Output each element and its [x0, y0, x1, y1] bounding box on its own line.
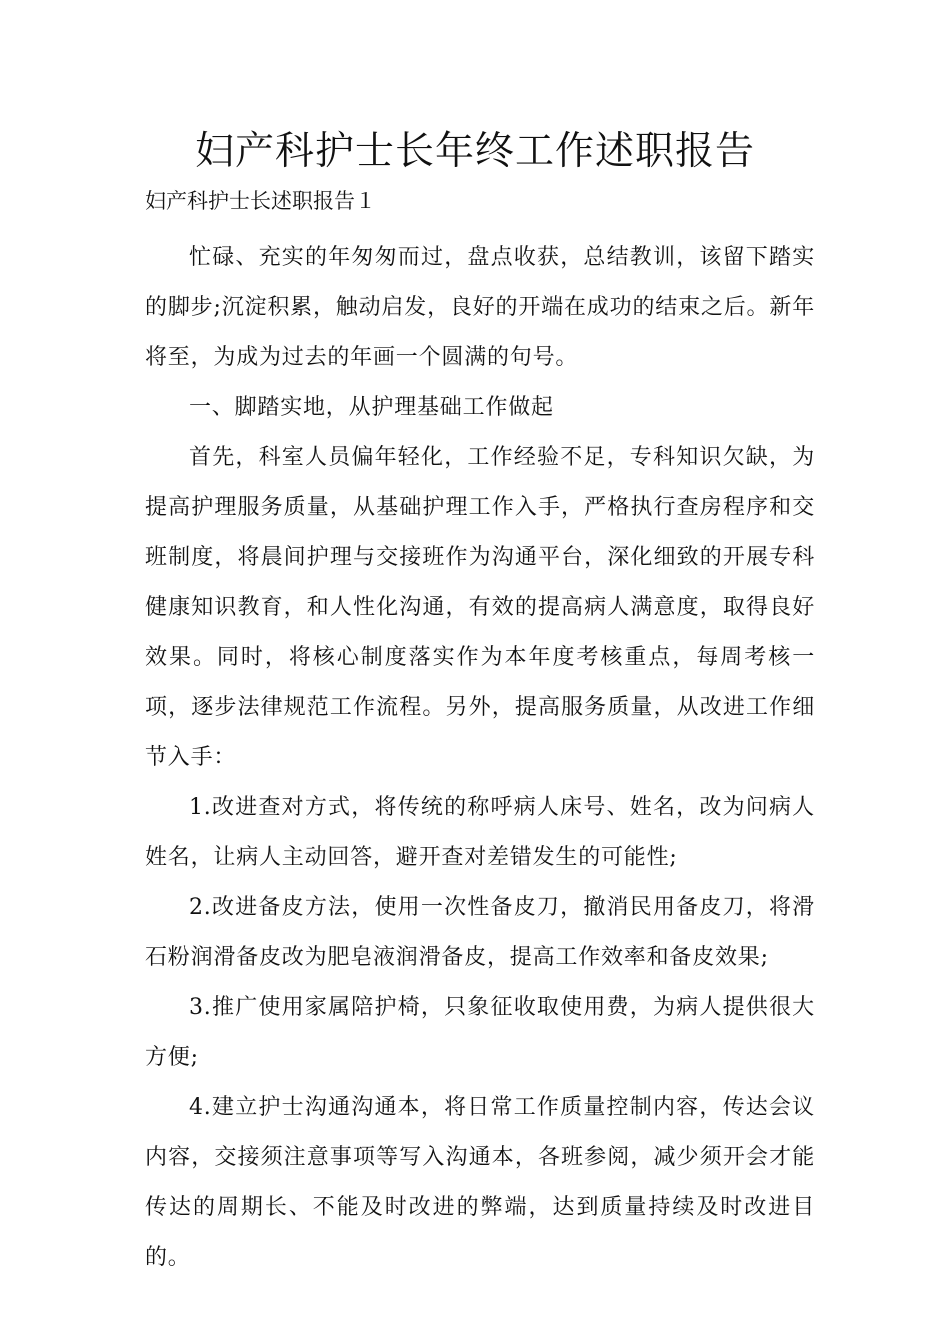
- section-heading: 一、脚踏实地，从护理基础工作做起: [189, 395, 554, 420]
- document-body: [145, 233, 815, 1283]
- list-item: 4.建立护士沟通沟通本，将日常工作质量控制内容，传达会议内容，交接须注意事项等写入沟通本，各班参阅，减少须开会才能传达的周期长、不能及时改进的弊端，达到质量持续及时改进目的。: [145, 1095, 815, 1270]
- list-item: 2.改进备皮方法，使用一次性备皮刀，撤消民用备皮刀，将滑石粉润滑备皮改为肥皂液润滑备皮，提高工作效率和备皮效果;: [145, 895, 815, 970]
- document-title: 妇产科护士长年终工作述职报告: [194, 129, 755, 174]
- paragraph-intro: 忙碌、充实的年匆匆而过，盘点收获，总结教训，该留下踏实的脚步;沉淀积累，触动启发，良好的开端在成功的结束之后。新年将至，为成为过去的年画一个圆满的句号。: [145, 245, 815, 370]
- list-item: 3.推广使用家属陪护椅，只象征收取使用费，为病人提供很大方便;: [145, 995, 815, 1070]
- paragraph-basics: 首先，科室人员偏年轻化，工作经验不足，专科知识欠缺，为提高护理服务质量，从基础护理工作入手，严格执行查房程序和交班制度，将晨间护理与交接班作为沟通平台，深化细致的开展专科健康知识教育，和人性化沟通，有效的提高病人满意度，取得良好效果。同时，将核心制度落实作为本年度考核重点，每周考核一项，逐步法律规范工作流程。另外，提高服务质量，从改进工作细节入手：: [145, 445, 815, 770]
- list-item: 1.改进查对方式，将传统的称呼病人床号、姓名，改为问病人姓名，让病人主动回答，避开查对差错发生的可能性;: [145, 795, 815, 870]
- document-subtitle: 妇产科护士长述职报告１: [145, 189, 376, 213]
